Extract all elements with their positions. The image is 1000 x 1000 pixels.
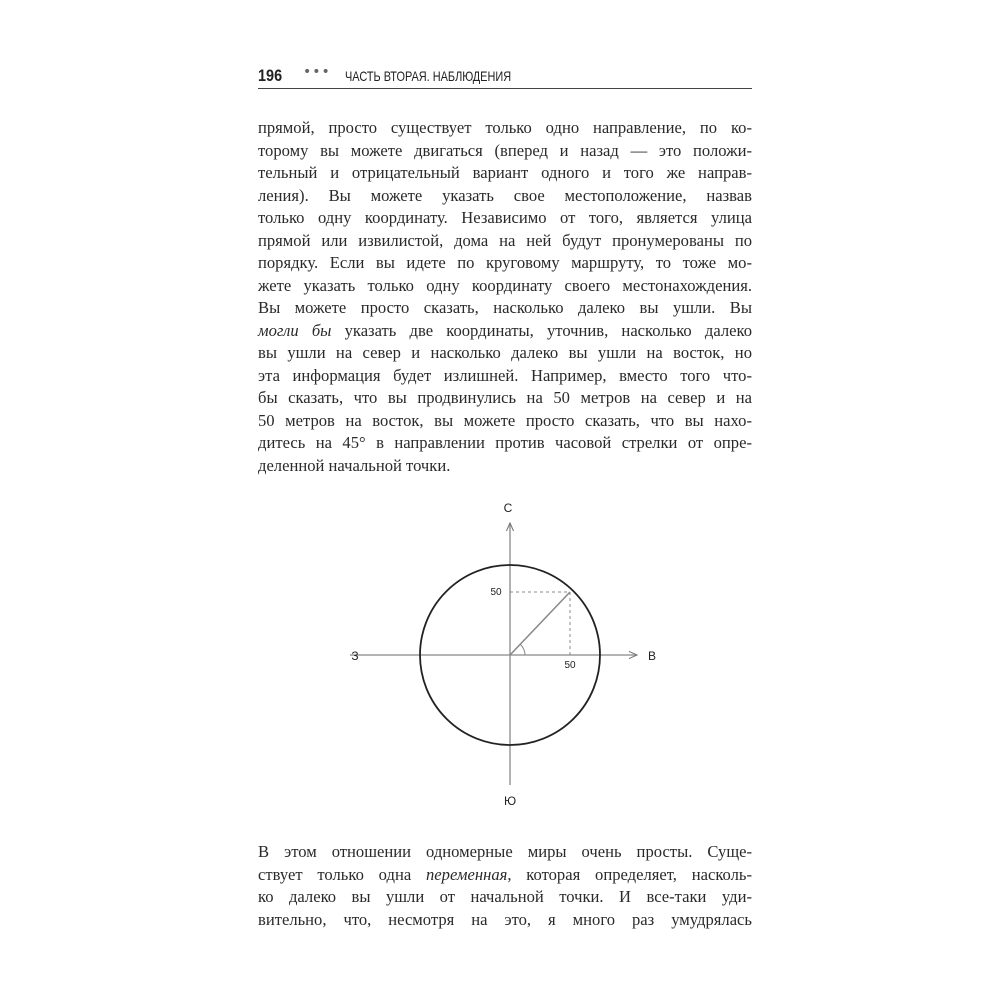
page-number: 196 xyxy=(258,66,283,85)
text-segment: тельный и отрицательный вариант одного и того же направ- xyxy=(258,163,752,182)
text-line xyxy=(258,886,752,909)
text-line xyxy=(258,841,752,864)
header-dots: ••• xyxy=(303,64,331,80)
text-segment: вительно, что, несмотря на это, я много раз умудрялась xyxy=(258,909,752,929)
text-segment: бы сказать, что вы продвинулись на 50 метров на север и на xyxy=(258,388,752,407)
text-segment: ления). Вы можете указать свое местоположение, назвав xyxy=(258,185,752,205)
text-segment: порядку. Если вы идете по круговому маршруту, то тоже мо- xyxy=(258,253,752,272)
text-segment: прямой, просто существует только одно направление, по ко- xyxy=(258,118,752,137)
text-segment: Вы можете просто сказать, насколько далеко вы ушли. Вы xyxy=(258,298,752,317)
text-segment: указать две координаты, уточнив, насколько далеко xyxy=(331,320,752,340)
text-segment: В этом отношении одномерные миры очень просты. Суще- xyxy=(258,842,752,861)
text-segment: вы ушли на север и насколько далеко вы ушли на восток, но xyxy=(258,343,752,362)
text-segment: , которая определяет, насколь- xyxy=(507,864,752,884)
label-south: Ю xyxy=(503,794,517,808)
paragraph-2 xyxy=(258,841,752,931)
radius-vector xyxy=(510,592,570,655)
text-segment: деленной начальной точки. xyxy=(258,455,451,475)
label-north: С xyxy=(503,501,513,515)
text-segment: ко далеко вы ушли от начальной точки. И все-таки уди- xyxy=(258,887,752,906)
italic-term: переменная xyxy=(426,864,508,884)
running-title: ЧАСТЬ ВТОРАЯ. НАБЛЮДЕНИЯ xyxy=(345,68,512,84)
text-line xyxy=(258,909,752,932)
italic-term: могли бы xyxy=(258,320,332,340)
text-segment: жете указать только одну координату своего местонахождения. xyxy=(258,275,752,295)
angle-arc xyxy=(521,645,526,656)
label-west: З xyxy=(351,649,359,663)
label-east-50: 50 xyxy=(564,660,576,671)
text-segment: только одну координату. Независимо от того, является улица xyxy=(258,208,752,227)
text-line xyxy=(258,864,752,887)
text-segment: 50 метров на восток, вы можете просто сказать, что вы нахо- xyxy=(258,410,752,430)
text-segment: ствует только одна xyxy=(258,864,426,884)
label-east: В xyxy=(647,649,657,663)
text-segment: торому вы можете двигаться (вперед и назад — это положи- xyxy=(258,140,752,160)
text-segment: дитесь на 45° в направлении против часовой стрелки от опре- xyxy=(258,433,752,452)
text-segment: прямой или извилистой, дома на ней будут пронумерованы по xyxy=(258,230,752,250)
text-segment: эта информация будет излишней. Например, вместо того что- xyxy=(258,365,752,385)
label-north-50: 50 xyxy=(490,587,502,598)
